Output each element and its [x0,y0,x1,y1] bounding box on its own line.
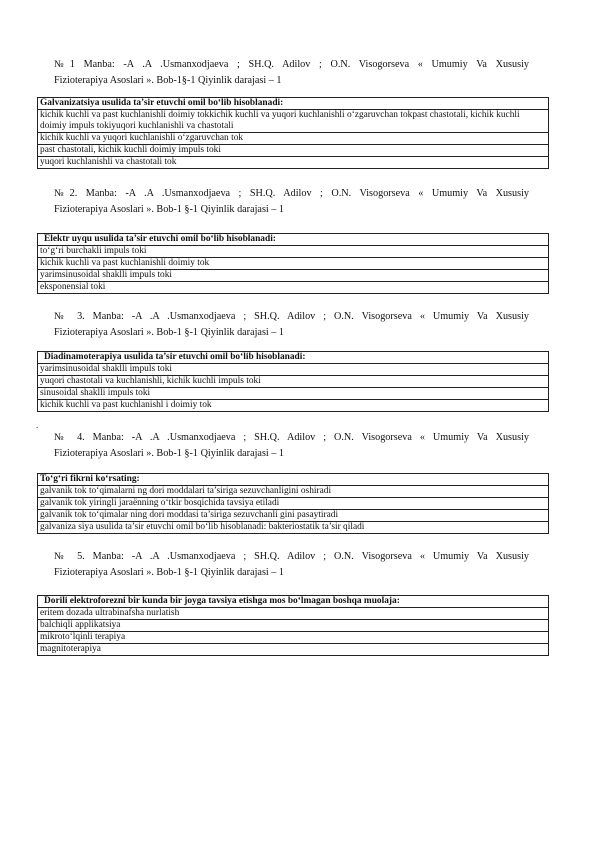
question-1-table [37,97,549,169]
question-4-option-2: galvanik tok yiringli jaraёnning o‘tkir bosqichida tavsiya etiladi [38,498,549,510]
question-2-option-2: kichik kuchli va past kuchlanishli doimiy tok [38,258,549,270]
question-5-option-1: eritem dozada ultrabinafsha nurlatish [38,608,549,620]
question-3-source: № 3. Manba: -A .A .Usmanxodjaeva ; SH.Q. Adilov ; O.N. Visogorseva « Umumiy Va Xususiy Fizioterapiya Asoslari ». Bob-1 §-1 Qiyinlik darajasi – 1 [54,311,529,338]
question-1-option-2: kichik kuchli va yuqori kuchlanishli o‘zgaruvchan tok [38,133,549,145]
question-1-option-3: past chastotali, kichik kuchli doimiy impuls toki [38,145,549,157]
question-3-option-2: yuqori chastotali va kuchlanishli, kichik kuchli impuls toki [38,376,549,388]
question-4-option-3: galvanik tok to‘qimalar ning dori moddasi ta’siriga sezuvchanli gini pasaytiradi [38,510,549,522]
question-3-table [37,351,549,412]
question-3-option-4: kichik kuchli va past kuchlanishl i doimiy tok [38,400,549,412]
question-4-text: To‘g‘ri fikrni ko‘rsating: [38,474,549,486]
question-1-option-4: yuqori kuchlanishli va chastotali tok [38,157,549,169]
question-5-source: № 5. Manba: -A .A .Usmanxodjaeva ; SH.Q. Adilov ; O.N. Visogorseva « Umumiy Va Xususiy Fizioterapiya Asoslari ». Bob-1 §-1 Qiyinlik darajasi – 1 [54,551,529,578]
question-2-option-4: eksponensial toki [38,282,549,294]
question-2-source: №2. Manba: -A .A .Usmanxodjaeva ; SH.Q. Adilov ; O.N. Visogorseva « Umumiy Va Xususiy Fizioterapiya Asoslari ». Bob-1 §-1 Qiyinlik darajasi – 1 [54,188,529,215]
question-2-text: Elektr uyqu usulida ta’sir etuvchi omil bo‘lib hisoblanadi: [38,234,549,246]
question-4-option-4: galvaniza siya usulida ta’sir etuvchi omil bo‘lib hisoblanadi: bakteriostatik ta’sir qiladi [38,522,549,534]
question-4-source: № 4. Manba: -A .A .Usmanxodjaeva ; SH.Q. Adilov ; O.N. Visogorseva « Umumiy Va Xususiy Fizioterapiya Asoslari ». Bob-1 §-1 Qiyinlik darajasi – 1 [54,432,529,459]
question-2-option-3: yarimsinusoidal shaklli impuls toki [38,270,549,282]
question-4-table [37,473,549,534]
question-3-option-1: yarimsinusoidal shaklli impuls toki [38,364,549,376]
question-4-option-1: galvanik tok to‘qimalarni ng dori moddalari ta’siriga sezuvchanligini oshiradi [38,486,549,498]
question-1-option-1: kichik kuchli va past kuchlanishli doimiy tokkichik kuchli va yuqori kuchlanishli o‘zgaruvchan tokpast chastotali, kichik kuchli doimiy impuls tokiyuqori kuchlanishli va chastotali [38,110,549,133]
question-1-source: №1 Manba: -A .A .Usmanxodjaeva ; SH.Q. Adilov ; O.N. Visogorseva « Umumiy Va Xususiy Fizioterapiya Asoslari ». Bob-1§-1 Qiyinlik darajasi – 1 [54,59,529,86]
question-2-table [37,233,549,294]
question-1-text: Galvanizatsiya usulida ta’sir etuvchi omil bo‘lib hisoblanadi: [38,98,549,110]
question-5-option-4: magnitoterapiya [38,644,549,656]
question-5-text: Dorili elektroforezni bir kunda bir joyga tavsiya etishga mos bo‘lmagan boshqa muolaja: [38,596,549,608]
question-5-table [37,595,549,656]
question-5-option-2: balchiqli applikatsiya [38,620,549,632]
stray-mark: . [36,420,39,430]
question-5-option-3: mikroto‘lqinli terapiya [38,632,549,644]
question-3-text: Diadinamoterapiya usulida ta’sir etuvchi omil bo‘lib hisoblanadi: [38,352,549,364]
question-3-option-3: sinusoidal shaklli impuls toki [38,388,549,400]
question-2-option-1: to‘g‘ri burchakli impuls toki [38,246,549,258]
